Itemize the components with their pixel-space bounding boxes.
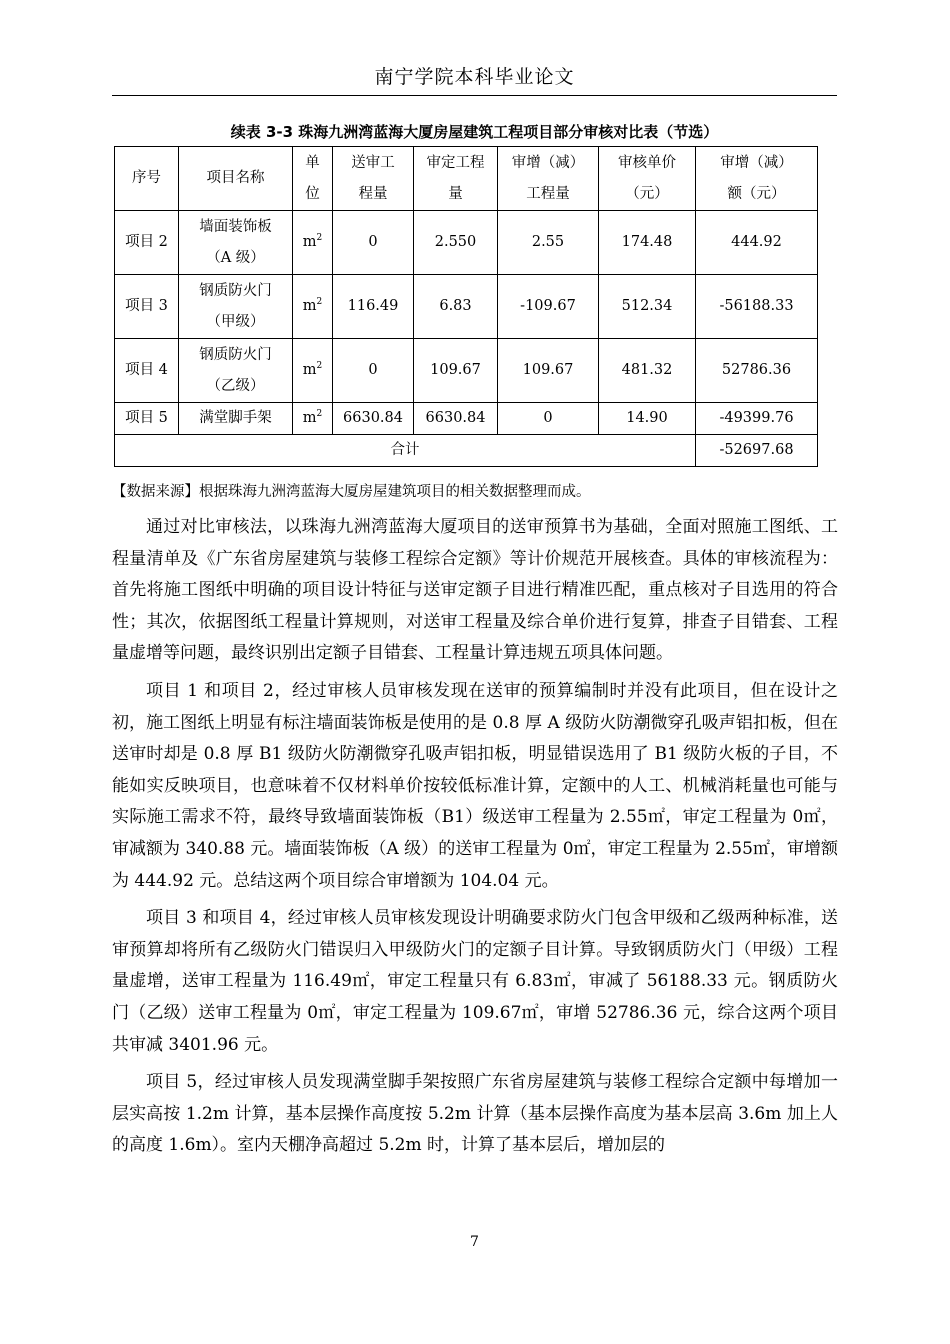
table-row xyxy=(115,211,818,275)
unit-cell: $m^2$ xyxy=(293,211,333,275)
diff-qty: 109.67 xyxy=(498,339,599,403)
audit-comparison-table xyxy=(114,146,818,467)
item-name: 钢质防火门 （甲级） xyxy=(179,275,293,339)
table-row xyxy=(115,403,818,435)
unit-price: 14.90 xyxy=(599,403,696,435)
diff-qty: -109.67 xyxy=(498,275,599,339)
item-name: 满堂脚手架 xyxy=(179,403,293,435)
table-caption: 续表 3-3 珠海九洲湾蓝海大厦房屋建筑工程项目部分审核对比表（节选） xyxy=(230,123,719,141)
table-header-row xyxy=(115,147,818,211)
item-number: 项目 4 xyxy=(115,339,179,403)
body-text xyxy=(112,512,838,1168)
item-number: 项目 3 xyxy=(115,275,179,339)
diff-qty: 2.55 xyxy=(498,211,599,275)
table-row xyxy=(115,275,818,339)
header-cell: 单 位 xyxy=(293,147,333,211)
unit-cell: $m^2$ xyxy=(293,403,333,435)
item-name: 钢质防火门 （乙级） xyxy=(179,339,293,403)
paragraph: 项目 1 和项目 2，经过审核人员审核发现在送审的预算编制时并没有此项目，但在设计之初，施工图纸上明显有标注墙面装饰板是使用的是 0.8 厚 A 级防火防潮微穿孔吸声铝扣板，但在送审时却是 0.8 厚 B1 级防火防潮微穿孔吸声铝扣板，明显错误选用了 B1 级防火板的子目，不能如实反映项目，也意味着不仅材料单价按较低标准计算，定额中的人工、机械消耗量也可能与实际施工需求不符，最终导致墙面装饰板（B1）级送审工程量为 2.55㎡，审定工程量为 0㎡，审减额为 340.88 元。墙面装饰板（A 级）的送审工程量为 0㎡，审定工程量为 2.55㎡，审增额为 444.92 元。总结这两个项目综合审增额为 104.04 元。 xyxy=(112,680,838,891)
approved-qty: 109.67 xyxy=(414,339,498,403)
item-number: 项目 2 xyxy=(115,211,179,275)
diff-qty: 0 xyxy=(498,403,599,435)
submitted-qty: 116.49 xyxy=(333,275,414,339)
header-cell: 审增（减） 工程量 xyxy=(498,147,599,211)
header-cell: 审增（减） 额（元） xyxy=(696,147,818,211)
running-header: 南宁学院本科毕业论文 xyxy=(374,66,575,88)
paragraph: 项目 5，经过审核人员发现满堂脚手架按照广东省房屋建筑与装修工程综合定额中每增加一层实高按 1.2m 计算，基本层操作高度按 5.2m 计算（基本层操作高度为基本层高 3.6m 加上人的高度 1.6m）。室内天棚净高超过 5.2m 时，计算了基本层后，增加层的 xyxy=(112,1072,838,1156)
page-number: 7 xyxy=(470,1234,479,1250)
unit-cell: $m^2$ xyxy=(293,339,333,403)
header-cell: 项目名称 xyxy=(179,147,293,211)
item-name: 墙面装饰板 （A 级） xyxy=(179,211,293,275)
diff-amount: -56188.33 xyxy=(696,275,818,339)
header-rule xyxy=(112,95,837,96)
unit-price: 481.32 xyxy=(599,339,696,403)
unit-price: 512.34 xyxy=(599,275,696,339)
submitted-qty: 0 xyxy=(333,211,414,275)
approved-qty: 2.550 xyxy=(414,211,498,275)
unit-cell: $m^2$ xyxy=(293,275,333,339)
header-cell: 审核单价 （元） xyxy=(599,147,696,211)
header-cell: 审定工程 量 xyxy=(414,147,498,211)
submitted-qty: 0 xyxy=(333,339,414,403)
diff-amount: 52786.36 xyxy=(696,339,818,403)
data-source-note: 【数据来源】根据珠海九洲湾蓝海大厦房屋建筑项目的相关数据整理而成。 xyxy=(112,484,591,500)
paragraph: 通过对比审核法，以珠海九洲湾蓝海大厦项目的送审预算书为基础，全面对照施工图纸、工程量清单及《广东省房屋建筑与装修工程综合定额》等计价规范开展核查。具体的审核流程为：首先将施工图纸中明确的项目设计特征与送审定额子目进行精准匹配，重点核对子目选用的符合性；其次，依据图纸工程量计算规则，对送审工程量及综合单价进行复算，排查子目错套、工程量虚增等问题，最终识别出定额子目错套、工程量计算违规五项具体问题。 xyxy=(112,517,838,664)
diff-amount: 444.92 xyxy=(696,211,818,275)
item-number: 项目 5 xyxy=(115,403,179,435)
approved-qty: 6.83 xyxy=(414,275,498,339)
approved-qty: 6630.84 xyxy=(414,403,498,435)
total-label: 合计 xyxy=(115,435,696,467)
submitted-qty: 6630.84 xyxy=(333,403,414,435)
header-cell: 序号 xyxy=(115,147,179,211)
table-row xyxy=(115,339,818,403)
header-cell: 送审工 程量 xyxy=(333,147,414,211)
paragraph: 项目 3 和项目 4，经过审核人员审核发现设计明确要求防火门包含甲级和乙级两种标准，送审预算却将所有乙级防火门错误归入甲级防火门的定额子目计算。导致钢质防火门（甲级）工程量虚增，送审工程量为 116.49㎡，审定工程量只有 6.83㎡，审减了 56188.33 元。钢质防火门（乙级）送审工程量为 0㎡，审定工程量为 109.67㎡，审增 52786.36 元，综合这两个项目共审减 3401.96 元。 xyxy=(112,908,838,1055)
unit-price: 174.48 xyxy=(599,211,696,275)
total-value: -52697.68 xyxy=(696,435,818,467)
diff-amount: -49399.76 xyxy=(696,403,818,435)
table-total-row xyxy=(115,435,818,467)
